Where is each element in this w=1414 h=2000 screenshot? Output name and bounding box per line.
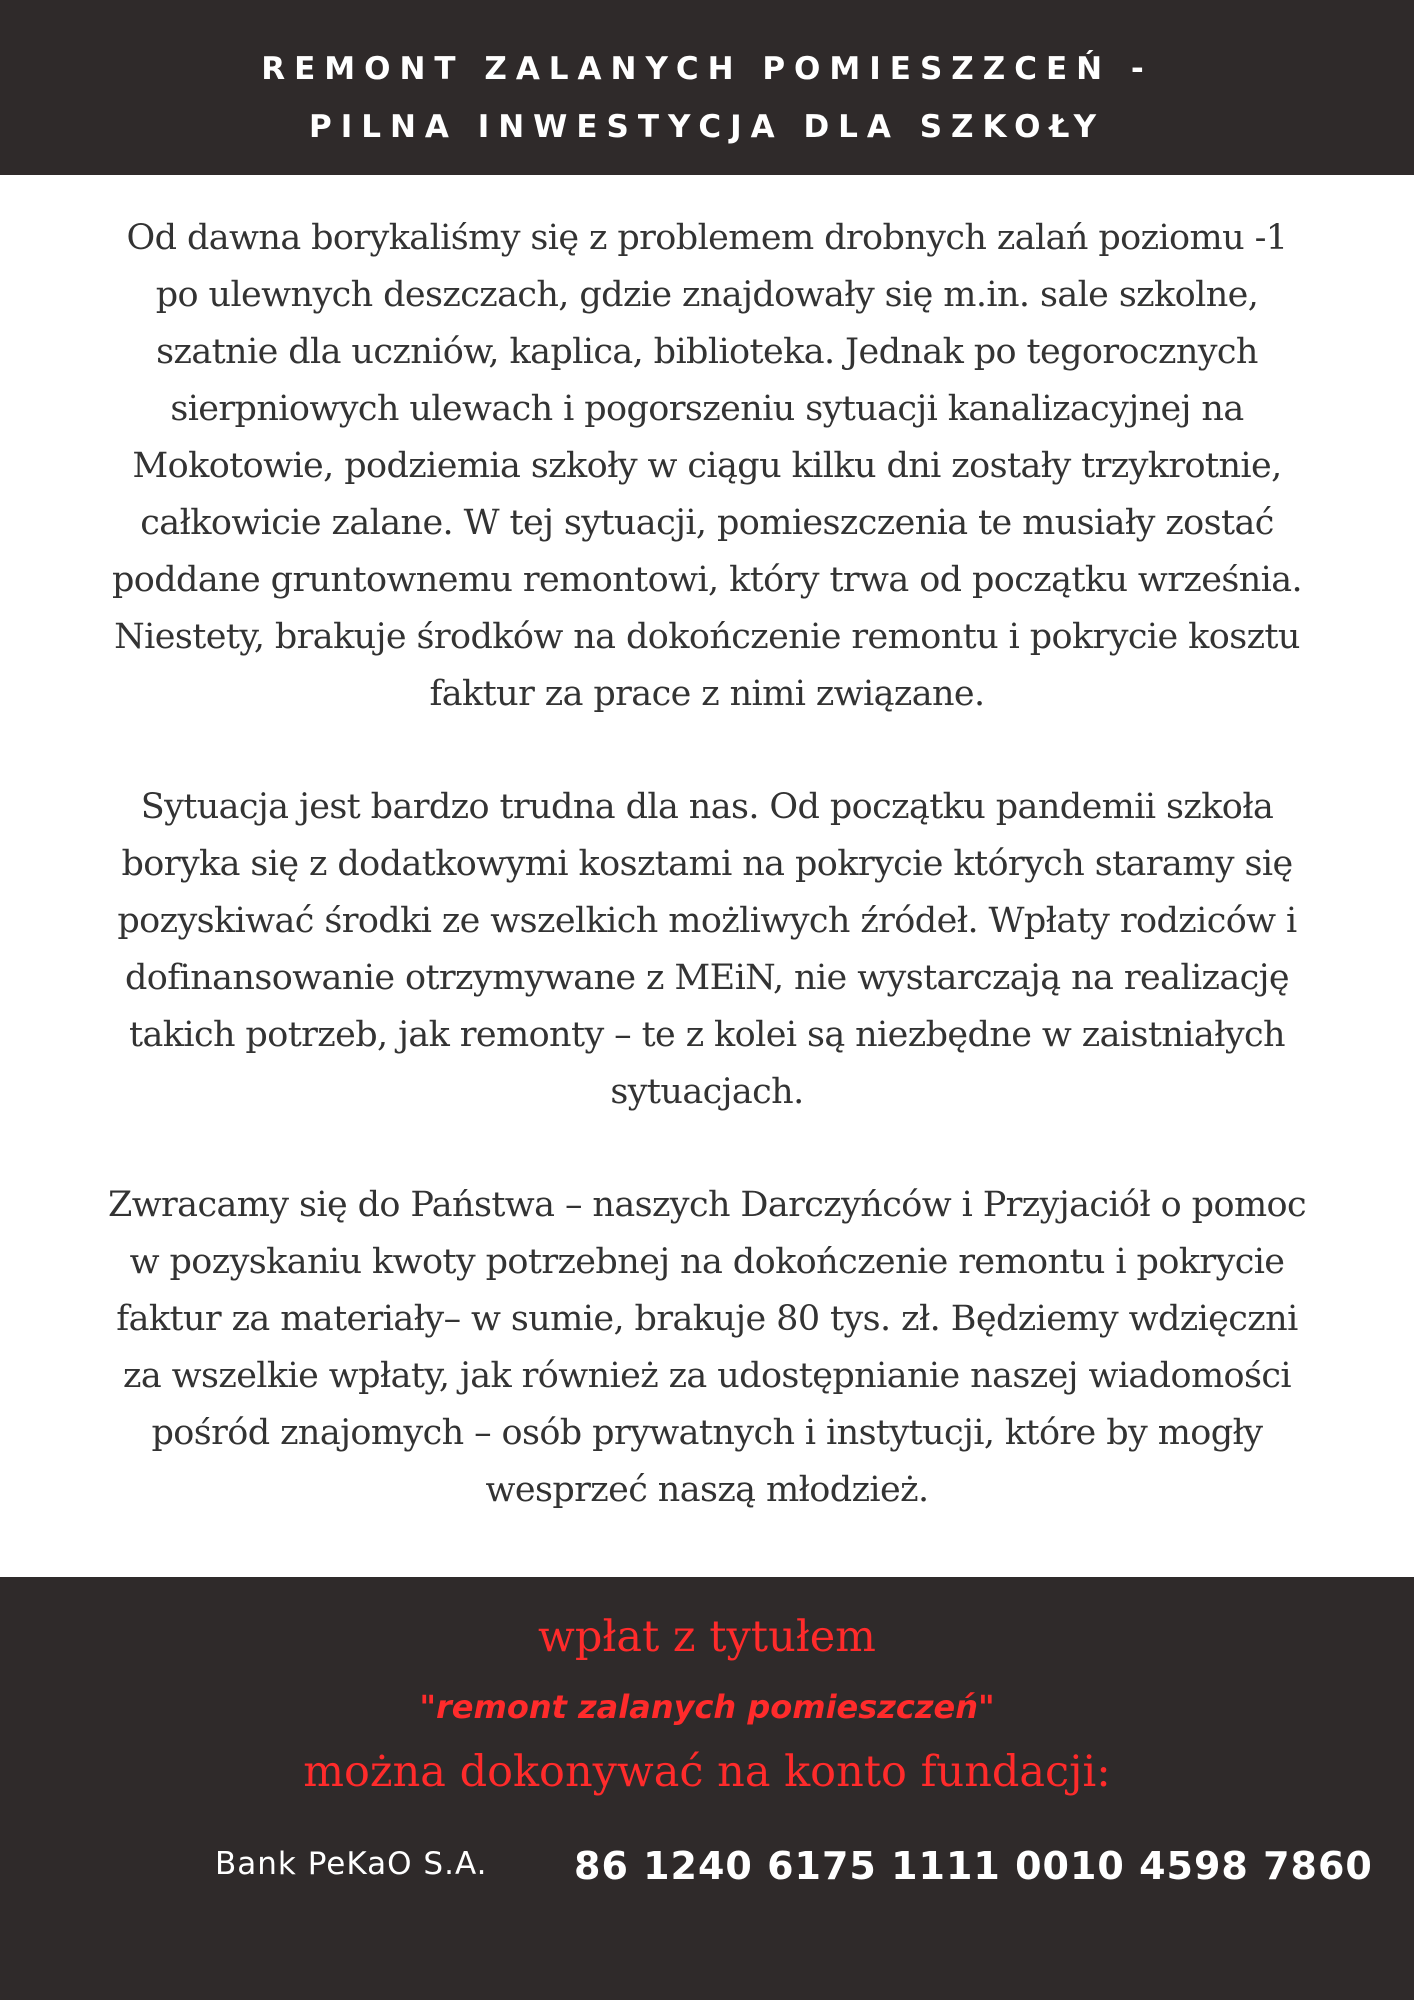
header-banner: [0, 0, 1414, 175]
text-line: Od dawna borykaliśmy się z problemem drobnych zalań poziomu -1: [126, 218, 1288, 258]
paragraph-2: [70, 779, 1344, 1121]
text-line: po ulewnych deszczach, gdzie znajdowały się m.in. sale szkolne,: [155, 275, 1259, 315]
text-line: Mokotowie, podziemia szkoły w ciągu kilku dni zostały trzykrotnie,: [132, 446, 1282, 486]
bank-name: Bank PeKaO S.A.: [215, 1846, 488, 1882]
text-line: boryka się z dodatkowymi kosztami na pokrycie których staramy się: [121, 844, 1293, 884]
text-line: Niestety, brakuje środków na dokończenie remontu i pokrycie kosztu: [114, 617, 1300, 657]
title-line-1: REMONT ZALANYCH POMIESZZCEŃ -: [261, 51, 1153, 87]
paragraph-1: [70, 210, 1344, 723]
donation-footer: [0, 1577, 1414, 2000]
text-line: za wszelkie wpłaty, jak również za udostępnianie naszej wiadomości: [123, 1356, 1291, 1396]
text-line: faktur za prace z nimi związane.: [429, 674, 985, 714]
text-line: poddane gruntownemu remontowi, który trwa od początku września.: [111, 560, 1303, 600]
text-line: sytuacjach.: [610, 1072, 804, 1112]
text-line: sierpniowych ulewach i pogorszeniu sytuacji kanalizacyjnej na: [170, 389, 1244, 429]
donation-intro: wpłat z tytułem: [538, 1612, 876, 1662]
appeal-text: [70, 210, 1344, 1519]
text-line: pozyskiwać środki ze wszelkich możliwych źródeł. Wpłaty rodziców i: [117, 901, 1297, 941]
text-line: całkowicie zalane. W tej sytuacji, pomieszczenia te musiały zostać: [140, 503, 1274, 543]
account-number: 86 1240 6175 1111 0010 4598 7860: [574, 1844, 1373, 1888]
paragraph-3: [70, 1177, 1344, 1519]
text-line: szatnie dla uczniów, kaplica, biblioteka. Jednak po tegorocznych: [156, 332, 1258, 372]
text-line: wesprzeć naszą młodzież.: [485, 1470, 929, 1510]
donation-instruction: można dokonywać na konto fundacji:: [303, 1747, 1111, 1797]
text-line: Zwracamy się do Państwa – naszych Darczyńców i Przyjaciół o pomoc: [107, 1185, 1307, 1225]
text-line: Sytuacja jest bardzo trudna dla nas. Od początku pandemii szkoła: [140, 787, 1274, 827]
text-line: dofinansowanie otrzymywane z MEiN, nie wystarczają na realizację: [124, 958, 1290, 998]
transfer-title: "remont zalanych pomieszczeń": [419, 1688, 995, 1726]
text-line: faktur za materiały– w sumie, brakuje 80 tys. zł. Będziemy wdzięczni: [116, 1299, 1298, 1339]
text-line: takich potrzeb, jak remonty – te z kolei są niezbędne w zaistniałych: [129, 1015, 1285, 1055]
text-line: pośród znajomych – osób prywatnych i instytucji, które by mogły: [151, 1413, 1263, 1453]
title-line-2: PILNA INWESTYCJA DLA SZKOŁY: [308, 109, 1106, 145]
text-line: w pozyskaniu kwoty potrzebnej na dokończenie remontu i pokrycie: [129, 1242, 1285, 1282]
